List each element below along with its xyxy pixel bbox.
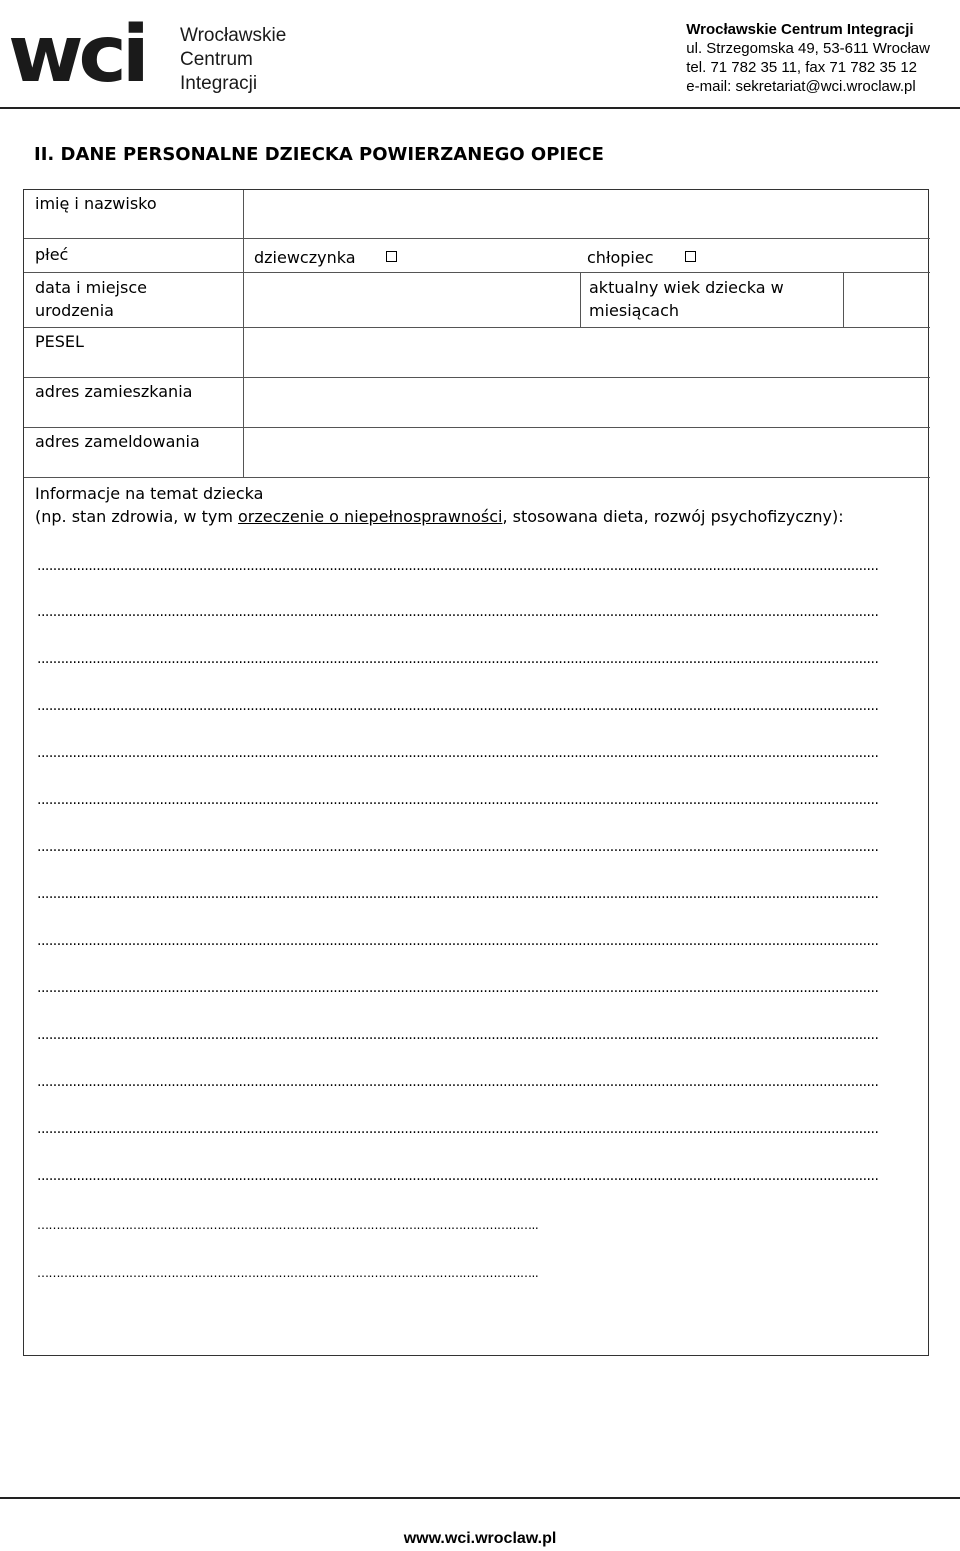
logo-text [180, 24, 286, 96]
answer-line: ..................................................................................................................................................................................................................... [37, 651, 879, 667]
registration-address-label: adres zameldowania [35, 432, 200, 451]
answer-line: ………………………………………………………………………………………………………………….. [37, 1218, 539, 1232]
address: ul. Strzegomska 49, 53-611 Wrocław [686, 40, 930, 57]
phone: tel. 71 782 35 11, fax 71 782 35 12 [686, 59, 918, 76]
section-title: II. DANE PERSONALNE DZIECKA POWIERZANEGO OPIECE [34, 144, 604, 165]
answer-line: ..................................................................................................................................................................................................................... [37, 698, 879, 714]
column-divider [243, 190, 244, 477]
birth-label-line2: urodzenia [35, 301, 114, 320]
logo [8, 2, 298, 98]
personal-data-form [23, 189, 929, 1356]
answer-line: ..................................................................................................................................................................................................................... [37, 1027, 879, 1043]
answer-line: ..................................................................................................................................................................................................................... [37, 839, 879, 855]
row-divider [24, 377, 930, 378]
child-info-line2: (np. stan zdrowia, w tym orzeczenie o niepełnosprawności, stosowana dieta, rozwój psychofizyczny): [35, 507, 844, 526]
boy-option-label: chłopiec [587, 248, 654, 267]
contact-block [686, 20, 930, 96]
logo-mark: wci [8, 10, 145, 100]
birth-label-line1: data i miejsce [35, 278, 147, 297]
logo-line-1: Wrocławskie [180, 25, 287, 46]
child-info-heading [35, 482, 844, 528]
answer-line: ..................................................................................................................................................................................................................... [37, 604, 879, 620]
girl-checkbox[interactable] [386, 251, 397, 262]
answer-line: ..................................................................................................................................................................................................................... [37, 933, 879, 949]
answer-line: ..................................................................................................................................................................................................................... [37, 558, 879, 574]
row-divider [24, 427, 930, 428]
row-divider [24, 272, 930, 273]
age-label-line2: miesiącach [589, 301, 679, 320]
child-info-line1: Informacje na temat dziecka [35, 484, 264, 503]
residence-address-label: adres zamieszkania [35, 382, 193, 401]
answer-line: ..................................................................................................................................................................................................................... [37, 886, 879, 902]
column-divider [843, 272, 844, 327]
logo-line-3: Integracji [180, 73, 258, 94]
footer-url[interactable]: www.wci.wroclaw.pl [403, 1530, 557, 1547]
girl-option-label: dziewczynka [254, 248, 356, 267]
disability-certificate-text: orzeczenie o niepełnosprawności [238, 507, 503, 526]
header-divider [0, 107, 960, 109]
answer-line: ..................................................................................................................................................................................................................... [37, 745, 879, 761]
age-label-line1: aktualny wiek dziecka w [589, 278, 784, 297]
email: e-mail: sekretariat@wci.wroclaw.pl [686, 78, 916, 95]
row-divider [24, 327, 930, 328]
answer-line: ..................................................................................................................................................................................................................... [37, 1121, 879, 1137]
org-name: Wrocławskie Centrum Integracji [686, 21, 914, 38]
answer-line: ………………………………………………………………………………………………………………….. [37, 1266, 539, 1280]
row-divider [24, 238, 930, 239]
answer-line: ..................................................................................................................................................................................................................... [37, 1074, 879, 1090]
answer-line: ..................................................................................................................................................................................................................... [37, 792, 879, 808]
column-divider [580, 272, 581, 327]
answer-line: ..................................................................................................................................................................................................................... [37, 1168, 879, 1184]
sex-label: płeć [35, 245, 69, 264]
answer-line: ..................................................................................................................................................................................................................... [37, 980, 879, 996]
logo-line-2: Centrum [180, 49, 253, 70]
footer-divider [0, 1497, 960, 1499]
name-label: imię i nazwisko [35, 194, 157, 213]
pesel-label: PESEL [35, 332, 84, 351]
row-divider [24, 477, 930, 478]
boy-checkbox[interactable] [685, 251, 696, 262]
